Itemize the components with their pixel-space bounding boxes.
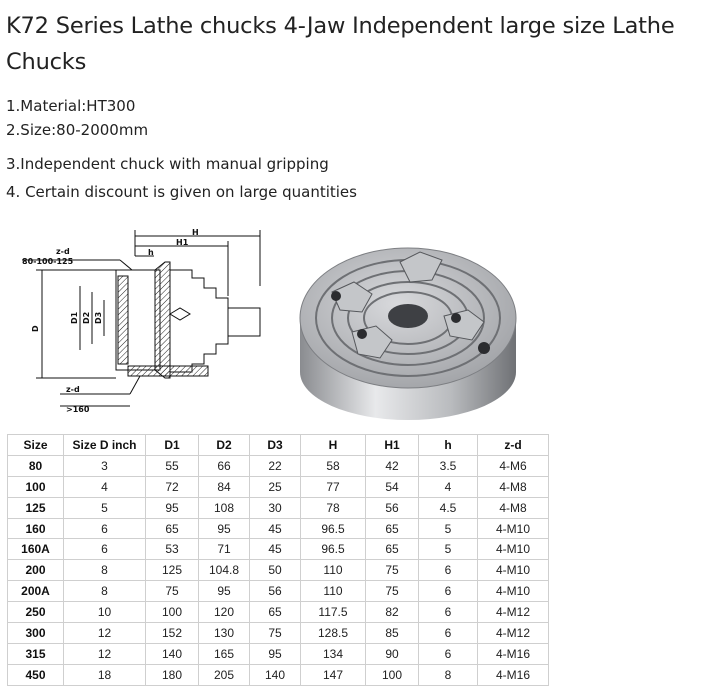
- table-cell: 104.8: [199, 560, 250, 581]
- table-cell: 65: [366, 518, 419, 539]
- table-cell: 10: [64, 602, 146, 623]
- label-sizes: 80-100-125: [22, 257, 74, 266]
- table-cell: 110: [301, 560, 366, 581]
- table-cell: 18: [64, 664, 146, 685]
- label-H1: H1: [176, 238, 189, 247]
- table-cell: 4-M12: [478, 602, 549, 623]
- table-cell: 22: [250, 455, 301, 476]
- table-row: [8, 455, 549, 476]
- table-cell: 125: [8, 497, 64, 518]
- table-cell: 100: [146, 602, 199, 623]
- table-row: [8, 602, 549, 623]
- table-row: [8, 476, 549, 497]
- table-cell: 100: [8, 476, 64, 497]
- table-cell: 6: [64, 539, 146, 560]
- table-row: [8, 623, 549, 644]
- table-row: [8, 560, 549, 581]
- table-cell: 315: [8, 643, 64, 664]
- table-cell: 77: [301, 476, 366, 497]
- table-row: [8, 497, 549, 518]
- header-z-d: z-d: [478, 435, 549, 456]
- table-row: [8, 664, 549, 685]
- label-D1: D1: [70, 311, 79, 324]
- table-cell: 85: [366, 623, 419, 644]
- table-cell: 56: [250, 581, 301, 602]
- table-cell: 96.5: [301, 539, 366, 560]
- table-cell: 53: [146, 539, 199, 560]
- table-cell: 108: [199, 497, 250, 518]
- label-zd-top: z-d: [56, 247, 70, 256]
- table-cell: 6: [419, 643, 478, 664]
- table-cell: 25: [250, 476, 301, 497]
- table-cell: 45: [250, 518, 301, 539]
- label-h: h: [148, 248, 154, 257]
- table-cell: 4-M6: [478, 455, 549, 476]
- table-header-row: [8, 435, 549, 456]
- label-gt160: >160: [66, 405, 90, 414]
- table-cell: 4-M8: [478, 476, 549, 497]
- table-cell: 75: [366, 581, 419, 602]
- table-cell: 6: [419, 602, 478, 623]
- header-d1: D1: [146, 435, 199, 456]
- table-cell: 100: [366, 664, 419, 685]
- spec-size: 2.Size:80-2000mm: [6, 121, 149, 139]
- table-cell: 450: [8, 664, 64, 685]
- table-cell: 140: [250, 664, 301, 685]
- table-cell: 78: [301, 497, 366, 518]
- table-cell: 160: [8, 518, 64, 539]
- table-row: [8, 643, 549, 664]
- table-cell: 6: [419, 581, 478, 602]
- table-cell: 5: [419, 539, 478, 560]
- table-cell: 12: [64, 643, 146, 664]
- table-cell: 12: [64, 623, 146, 644]
- table-cell: 90: [366, 643, 419, 664]
- table-cell: 6: [64, 518, 146, 539]
- table-cell: 200A: [8, 581, 64, 602]
- table-cell: 8: [419, 664, 478, 685]
- table-cell: 110: [301, 581, 366, 602]
- spec-gripping: 3.Independent chuck with manual gripping: [6, 155, 329, 173]
- table-cell: 152: [146, 623, 199, 644]
- technical-drawing: [20, 226, 278, 416]
- table-cell: 3: [64, 455, 146, 476]
- table-cell: 4-M10: [478, 581, 549, 602]
- table-cell: 300: [8, 623, 64, 644]
- table-cell: 4: [64, 476, 146, 497]
- table-cell: 72: [146, 476, 199, 497]
- table-cell: 3.5: [419, 455, 478, 476]
- table-cell: 65: [250, 602, 301, 623]
- spec-discount: 4. Certain discount is given on large quantities: [6, 183, 357, 201]
- table-cell: 200: [8, 560, 64, 581]
- table-row: [8, 539, 549, 560]
- header-size: Size: [8, 435, 64, 456]
- table-row: [8, 518, 549, 539]
- table-cell: 55: [146, 455, 199, 476]
- label-D3: D3: [94, 311, 103, 324]
- header-d2: D2: [199, 435, 250, 456]
- table-cell: 95: [146, 497, 199, 518]
- table-cell: 5: [64, 497, 146, 518]
- table-cell: 58: [301, 455, 366, 476]
- table-cell: 54: [366, 476, 419, 497]
- table-cell: 84: [199, 476, 250, 497]
- table-cell: 71: [199, 539, 250, 560]
- table-cell: 180: [146, 664, 199, 685]
- table-cell: 147: [301, 664, 366, 685]
- header-d3: D3: [250, 435, 301, 456]
- table-cell: 165: [199, 643, 250, 664]
- table-cell: 4-M16: [478, 664, 549, 685]
- table-cell: 30: [250, 497, 301, 518]
- table-cell: 6: [419, 623, 478, 644]
- table-cell: 205: [199, 664, 250, 685]
- table-cell: 95: [250, 643, 301, 664]
- table-cell: 4-M10: [478, 560, 549, 581]
- table-cell: 4.5: [419, 497, 478, 518]
- table-cell: 65: [146, 518, 199, 539]
- table-cell: 4-M8: [478, 497, 549, 518]
- table-cell: 65: [366, 539, 419, 560]
- table-cell: 75: [366, 560, 419, 581]
- table-cell: 82: [366, 602, 419, 623]
- table-cell: 160A: [8, 539, 64, 560]
- table-cell: 56: [366, 497, 419, 518]
- table-cell: 4-M10: [478, 518, 549, 539]
- table-cell: 45: [250, 539, 301, 560]
- label-zd-bottom: z-d: [66, 385, 80, 394]
- table-cell: 50: [250, 560, 301, 581]
- table-cell: 4-M12: [478, 623, 549, 644]
- table-cell: 95: [199, 518, 250, 539]
- table-cell: 8: [64, 581, 146, 602]
- table-cell: 125: [146, 560, 199, 581]
- header-h: H: [301, 435, 366, 456]
- table-cell: 117.5: [301, 602, 366, 623]
- page-title: K72 Series Lathe chucks 4-Jaw Independent large size Lathe Chucks: [6, 13, 675, 75]
- table-cell: 75: [250, 623, 301, 644]
- header-h-small: h: [419, 435, 478, 456]
- table-cell: 42: [366, 455, 419, 476]
- table-cell: 80: [8, 455, 64, 476]
- table-cell: 8: [64, 560, 146, 581]
- table-cell: 5: [419, 518, 478, 539]
- table-cell: 96.5: [301, 518, 366, 539]
- label-D2: D2: [82, 311, 91, 324]
- label-D: D: [31, 325, 40, 332]
- table-cell: 140: [146, 643, 199, 664]
- table-cell: 95: [199, 581, 250, 602]
- header-h1: H1: [366, 435, 419, 456]
- header-size-d-inch: Size D inch: [64, 435, 146, 456]
- table-cell: 75: [146, 581, 199, 602]
- table-cell: 4-M16: [478, 643, 549, 664]
- table-row: [8, 581, 549, 602]
- table-cell: 250: [8, 602, 64, 623]
- spec-material: 1.Material:HT300: [6, 97, 136, 115]
- table-cell: 66: [199, 455, 250, 476]
- label-H: H: [192, 228, 199, 237]
- table-cell: 6: [419, 560, 478, 581]
- table-cell: 134: [301, 643, 366, 664]
- table-cell: 4: [419, 476, 478, 497]
- table-cell: 120: [199, 602, 250, 623]
- chuck-product-image: [292, 222, 524, 428]
- table-cell: 4-M10: [478, 539, 549, 560]
- table-cell: 128.5: [301, 623, 366, 644]
- table-cell: 130: [199, 623, 250, 644]
- spec-table: [7, 434, 549, 686]
